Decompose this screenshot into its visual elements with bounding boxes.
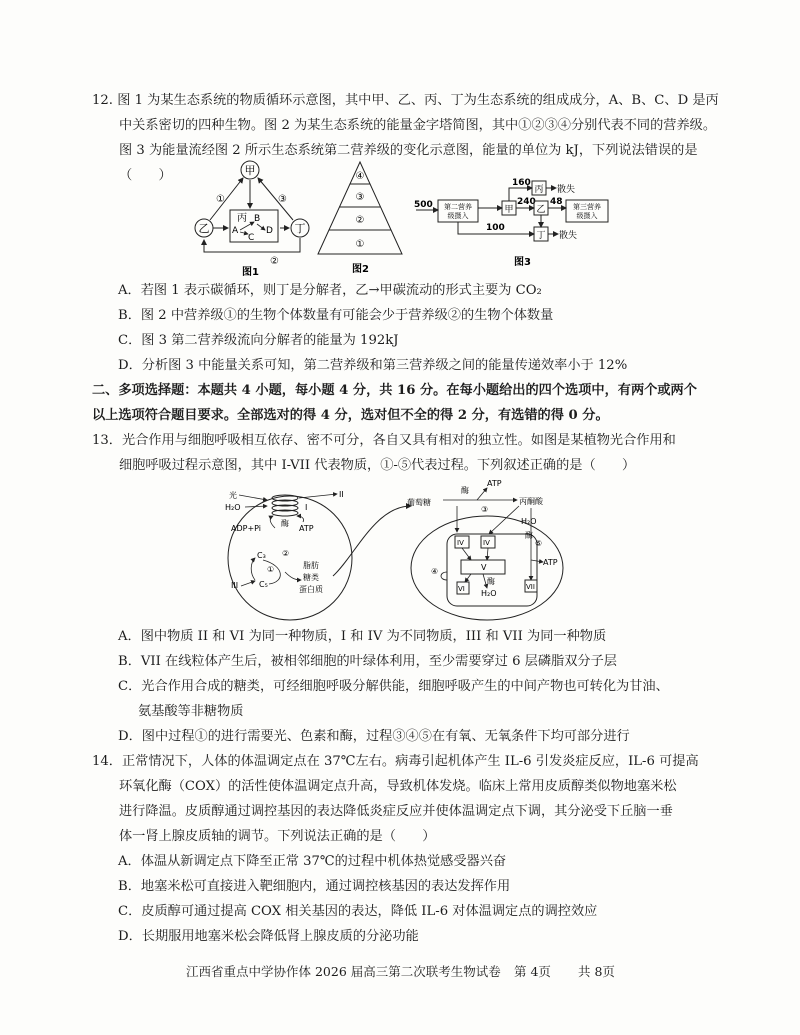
option-d: D．分析图 3 中能量关系可知，第二营养级和第三营养级之间的能量传递效率小于 12% — [118, 358, 628, 373]
option-b: B．VII 在线粒体产生后，被相邻细胞的叶绿体利用，至少需要穿过 6 层磷脂双分子层 — [118, 654, 617, 669]
question-text: 图 1 为某生态系统的物质循环示意图，其中甲、乙、丙、丁为生态系统的组成成分，A、B、C、D 是丙 — [117, 93, 719, 108]
label-process-3: ③ — [278, 194, 287, 205]
label-h2o-2: H₂O — [521, 517, 537, 526]
option-b: B．地塞米松可直接进入靶细胞内，通过调控核基因的表达发挥作用 — [118, 879, 511, 894]
figure-1-matter-cycle — [190, 158, 320, 278]
question-number: 14． — [92, 754, 122, 769]
chloroplast-outline — [228, 496, 352, 620]
label-pyruvate: 丙酮酸 — [519, 497, 543, 506]
label-atp-2: ATP — [487, 479, 502, 488]
pyramid-level-2: ② — [355, 215, 365, 226]
box-third-level-line2: 级摄入 — [576, 212, 598, 220]
question-text: 中关系密切的四种生物。图 2 为某生态系统的能量金字塔简图，其中①②③④分别代表不同的营养级。 — [119, 118, 717, 133]
option-d: D．图中过程①的进行需要光、色素和酶，过程③④⑤在有氧、无氧条件下均可部分进行 — [118, 729, 630, 744]
option-a: A．图中物质 II 和 VI 为同一种物质，I 和 IV 为不同物质，III 和 VII 为同一种物质 — [118, 629, 607, 644]
label-process-4: ④ — [431, 567, 439, 576]
question-text: 正常情况下，人体的体温调定点在 37℃左右。病毒引起机体产生 IL-6 引发炎症反应，IL-6 可提高 — [121, 754, 699, 769]
label-ii: II — [339, 490, 344, 499]
label-atp: ATP — [299, 524, 314, 533]
label-protein: 蛋白质 — [299, 585, 323, 594]
label-atp-3: ATP — [543, 558, 558, 567]
label-process-2: ② — [270, 256, 279, 267]
question-number: 13． — [92, 433, 122, 448]
label-h2o: H₂O — [225, 503, 241, 512]
section-heading: 二、多项选择题：本题共 4 小题，每小题 4 分，共 16 分。在每小题给出的四个选项中，有两个或两个 — [92, 383, 697, 398]
value-240: 240 — [517, 197, 536, 207]
label-process-3: ③ — [481, 505, 489, 514]
label-vi: VI — [458, 585, 465, 593]
question-text: 进行降温。皮质醇通过调控基因的表达降低炎症反应并使体温调定点下调，其分泌受下丘脑一垂 — [119, 804, 673, 819]
option-c: C．光合作用合成的糖类，可经细胞呼吸分解供能，细胞呼吸产生的中间产物也可转化为甘油、 — [118, 679, 669, 694]
label-process-5: ⑤ — [535, 539, 543, 548]
node-bing: 丙 — [534, 185, 544, 195]
label-c3: C₃ — [257, 551, 266, 560]
pyramid-level-4: ④ — [355, 171, 365, 182]
label-glucose: 葡萄糖 — [407, 498, 431, 507]
label-fat: 脂肪 — [303, 561, 319, 570]
footer-total: 共 8页 — [578, 964, 615, 979]
label-adp: ADP+Pi — [231, 524, 262, 533]
option-a: A．体温从新调定点下降至正常 37℃的过程中机体热觉感受器兴奋 — [118, 854, 507, 869]
value-500: 500 — [414, 200, 433, 210]
node-yi: 乙 — [536, 205, 546, 215]
label-enzyme-4: 酶 — [487, 577, 495, 586]
label-iii: III — [231, 581, 239, 590]
loss-label-2: 散失 — [559, 231, 578, 241]
question-text: 图 3 为能量流经图 2 所示生态系统第二营养级的变化示意图，能量的单位为 kJ，下列说法错误的是（ ） — [119, 143, 698, 183]
label-enzyme-3: 酶 — [525, 531, 533, 540]
label-i: I — [305, 503, 308, 512]
figure-2-caption: 图2 — [352, 264, 369, 275]
label-enzyme: 酶 — [281, 519, 289, 528]
label-iv: IV — [457, 539, 464, 547]
label-d: D — [266, 226, 273, 236]
thylakoid-stack — [272, 495, 298, 516]
footer-title: 江西省重点中学协作体 2026 届高三第二次联考生物试卷 — [186, 964, 501, 979]
loss-label-1: 散失 — [557, 185, 576, 195]
label-a: A — [232, 226, 239, 236]
footer-page: 第 4页 — [514, 964, 551, 979]
label-yi: 乙 — [198, 222, 210, 235]
question-number: 12. — [92, 93, 113, 108]
question-14 — [92, 749, 720, 849]
question-text: 环氧化酶（COX）的活性使体温调定点升高，导致机体发烧。临床上常用皮质醇类似物地塞米松 — [119, 779, 677, 794]
option-c: C．皮质醇可通过提高 COX 相关基因的表达，降低 IL-6 对体温调定点的调控效应 — [118, 904, 598, 919]
box-third-level-line1: 第三营养 — [573, 203, 601, 211]
label-process-2: ② — [282, 549, 290, 558]
label-process-1: ① — [216, 194, 225, 205]
label-enzyme-2: 酶 — [461, 486, 469, 495]
question-text: 细胞呼吸过程示意图，其中 I-VII 代表物质，①-⑤代表过程。下列叙述正确的是（ ） — [119, 458, 636, 473]
figure-3-caption: 图3 — [514, 257, 531, 268]
pyramid-level-3: ③ — [355, 192, 365, 203]
option-c: C．图 3 第二营养级流向分解者的能量为 192kJ — [118, 333, 399, 348]
label-ding: 丁 — [294, 222, 306, 235]
label-c: C — [248, 233, 255, 243]
value-100: 100 — [486, 223, 505, 233]
figure-1-caption: 图1 — [242, 267, 259, 278]
label-iv-2: IV — [483, 539, 490, 547]
option-d: D．长期服用地塞米松会降低肾上腺皮质的分泌功能 — [118, 929, 419, 944]
figure-3-energy-flow — [414, 172, 634, 272]
option-c-cont: 氨基酸等非糖物质 — [138, 704, 244, 719]
label-jia: 甲 — [244, 164, 256, 177]
label-v: V — [481, 563, 487, 572]
box-second-level-line2: 级摄入 — [447, 212, 469, 220]
question-text: 体一肾上腺皮质轴的调节。下列说法正确的是（ ） — [119, 829, 436, 844]
label-c5: C₅ — [259, 580, 268, 589]
node-ding: 丁 — [536, 231, 546, 241]
label-sugar: 糖类 — [303, 573, 319, 582]
label-bing: 丙 — [237, 213, 247, 224]
label-process-1: ① — [267, 565, 275, 574]
question-13 — [92, 428, 720, 478]
question-text: 光合作用与细胞呼吸相互依存、密不可分，各自又具有相对的独立性。如图是某植物光合作用和 — [121, 433, 676, 448]
pyramid-level-1: ① — [355, 239, 365, 250]
label-b: B — [254, 214, 261, 224]
value-48: 48 — [550, 197, 563, 207]
node-jia: 甲 — [504, 205, 514, 215]
section-heading-cont: 以上选项符合题目要求。全部选对的得 4 分，选对但不全的得 2 分，有选错的得 0 分。 — [92, 408, 609, 423]
option-b: B．图 2 中营养级①的生物个体数量有可能会少于营养级②的生物个体数量 — [118, 308, 554, 323]
value-160: 160 — [512, 178, 531, 188]
figure-2-energy-pyramid — [312, 158, 408, 278]
option-a: A．若图 1 表示碳循环，则丁是分解者，乙→甲碳流动的形式主要为 CO₂ — [118, 283, 542, 298]
label-light: 光 — [229, 491, 237, 500]
label-h2o-3: H₂O — [481, 589, 497, 598]
label-vii: VII — [526, 583, 535, 591]
figure-photosynthesis-respiration — [225, 476, 595, 622]
box-second-level-line1: 第二营养 — [444, 203, 472, 211]
